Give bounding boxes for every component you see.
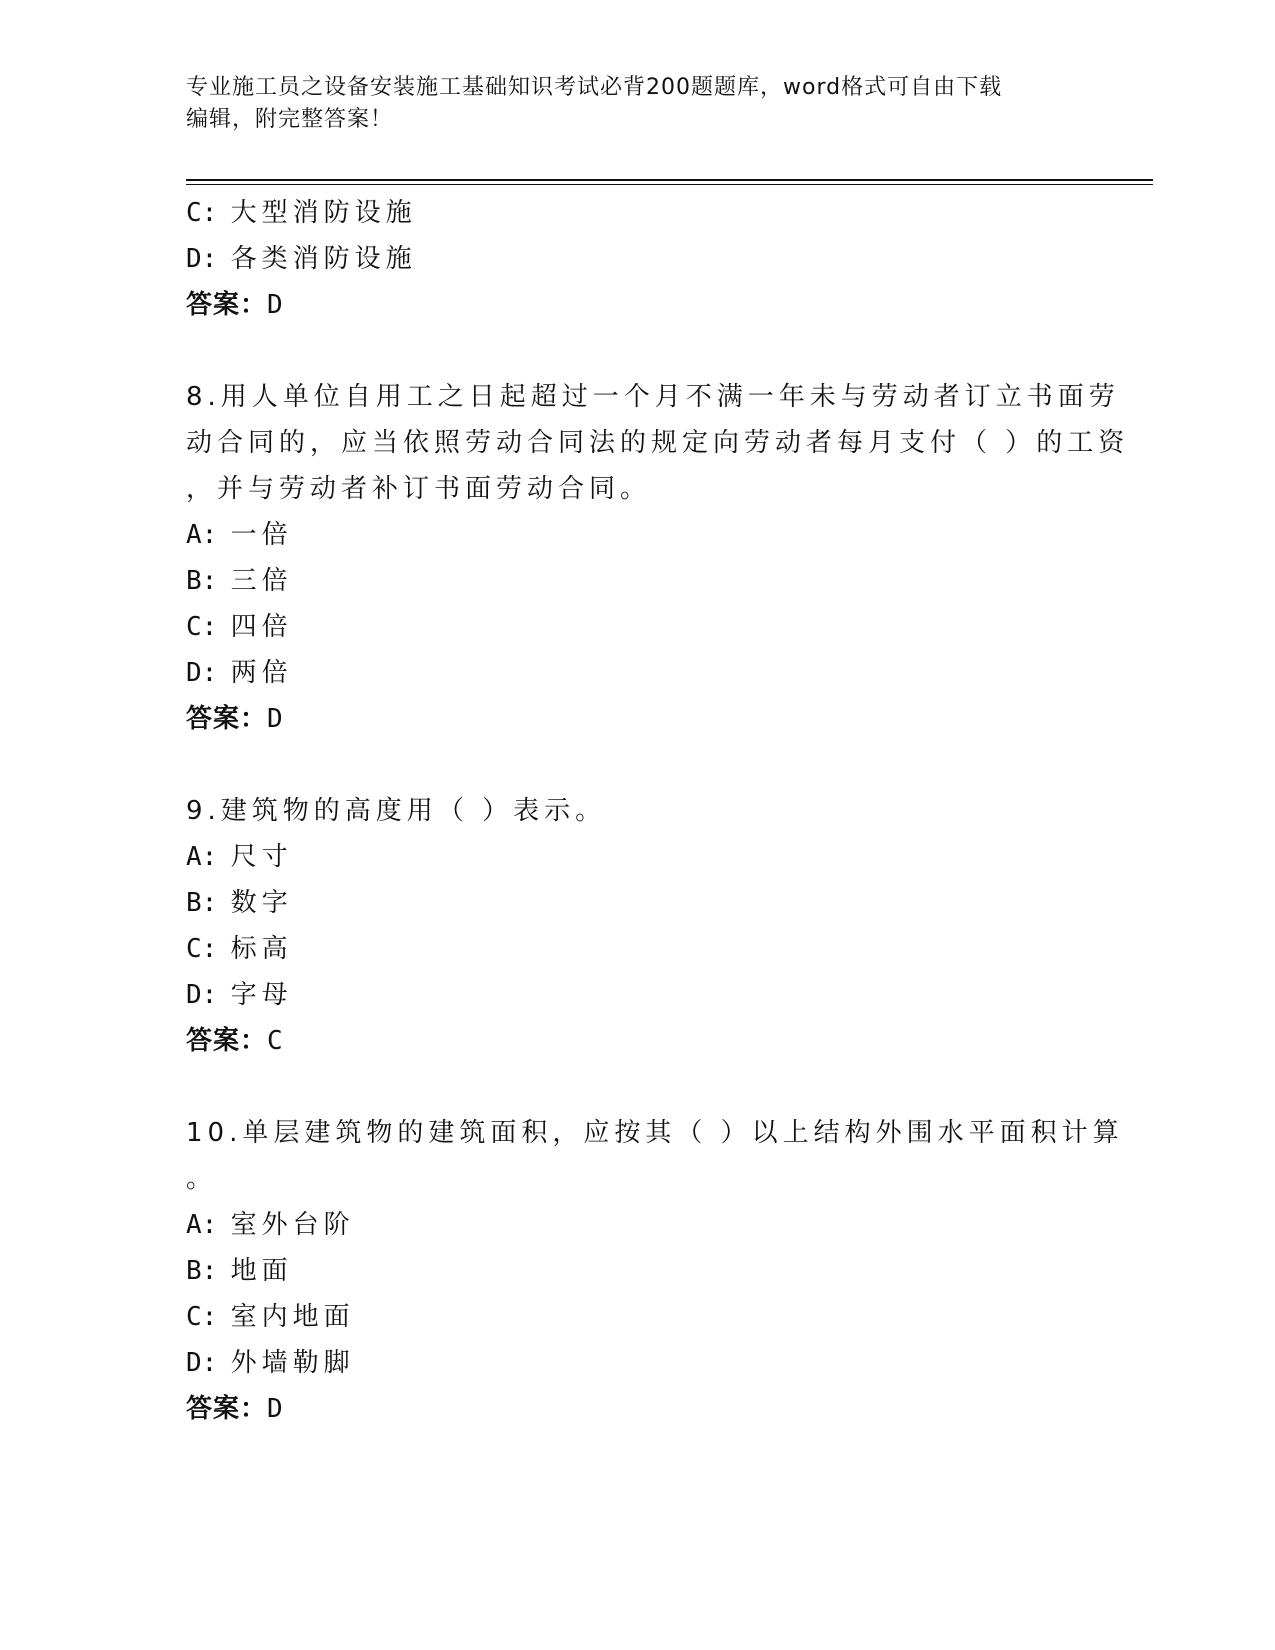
option-c: C: 标高 [186,934,293,964]
option-d: D: 各类消防设施 [186,244,417,274]
answer-line: 答案：C [186,1026,284,1056]
answer-value: D [267,290,284,320]
option-d: D: 两倍 [186,658,293,688]
answer-line: 答案：D [186,290,284,320]
option-c: C: 室内地面 [186,1302,355,1332]
option-b: B: 数字 [186,888,293,918]
option-b: B: 三倍 [186,566,293,596]
header-line-1: 专业施工员之设备安装施工基础知识考试必背200题题库，word格式可自由下载 [186,75,1003,100]
option-d: D: 字母 [186,980,293,1010]
answer-line: 答案：D [186,1394,284,1424]
option-a: A: 一倍 [186,520,293,550]
answer-value: C [267,1026,284,1056]
answer-value: D [267,704,284,734]
question-text-line: 9.建筑物的高度用（ ）表示。 [186,796,607,826]
option-a: A: 室外台阶 [186,1210,355,1240]
question-10 [186,1110,1124,1432]
question-7 [186,190,1086,328]
document-header [186,72,1066,136]
spacer [186,742,1086,788]
option-b: B: 地面 [186,1256,293,1286]
spacer [186,328,1086,374]
spacer [186,1064,1086,1110]
option-c: C: 大型消防设施 [186,198,417,228]
header-divider-thick [186,179,1153,181]
question-text-line: 10.单层建筑物的建筑面积，应按其（ ）以上结构外围水平面积计算 [186,1118,1124,1148]
option-d: D: 外墙勒脚 [186,1348,355,1378]
header-divider-thin [186,184,1153,185]
header-line-2: 编辑，附完整答案！ [186,107,394,132]
question-text-line: 8.用人单位自用工之日起超过一个月不满一年未与劳动者订立书面劳 [186,382,1120,412]
question-list [186,190,1130,1432]
answer-line: 答案：D [186,704,284,734]
question-9 [186,788,1086,1064]
answer-value: D [267,1394,284,1424]
question-text-line: 动合同的，应当依照劳动合同法的规定向劳动者每月支付（ ）的工资 [186,428,1130,458]
question-8 [186,374,1130,742]
question-text-line: 。 [186,1164,218,1194]
option-a: A: 尺寸 [186,842,293,872]
question-text-line: ，并与劳动者补订书面劳动合同。 [186,474,652,504]
option-c: C: 四倍 [186,612,293,642]
